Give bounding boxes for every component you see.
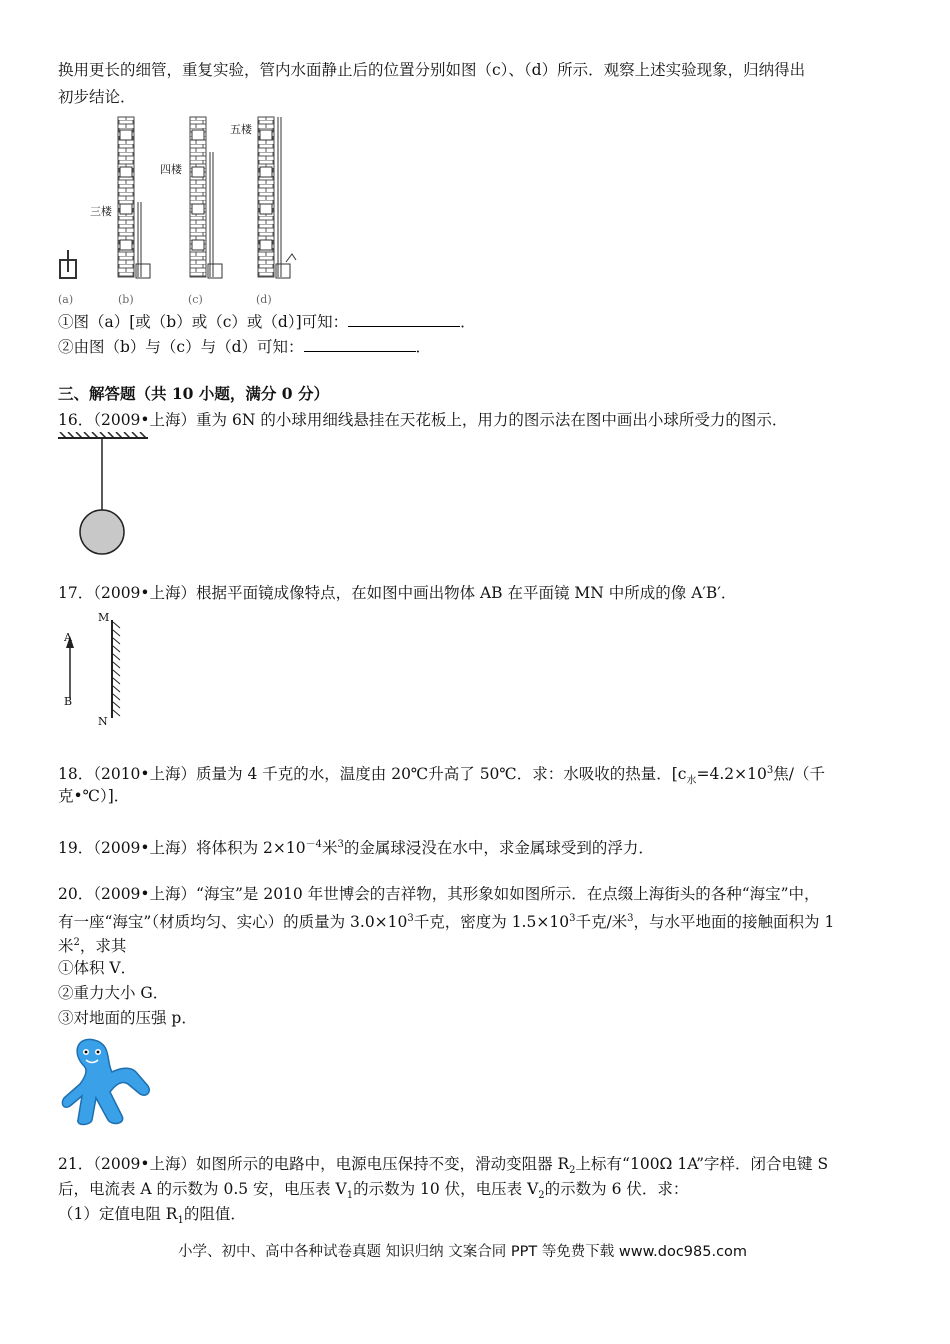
figure-label-b: (b) xyxy=(118,293,134,306)
label-n: N xyxy=(98,715,108,728)
q18-line-2: 克•℃）]． xyxy=(58,787,130,805)
q20-item-3: ③对地面的压强 p． xyxy=(58,1009,197,1027)
figure-label-d: (d) xyxy=(256,293,272,306)
q20-item-1: ①体积 V． xyxy=(58,959,137,977)
intro-line-1: 换用更长的细管，重复实验，管内水面静止后的位置分别如图（c）、（d）所示．观察上述实验现象，归纳得出 xyxy=(58,61,806,79)
floor-3-label: 三楼 xyxy=(90,205,112,218)
q20-item-2: ②重力大小 G． xyxy=(58,984,169,1002)
q18-line-1: 18．（2010•上海）质量为 4 千克的水，温度由 20℃升高了 50℃．求：水吸收的热量．[$c_水=4.2\times 10^3$焦/（千 xyxy=(58,765,825,787)
q21-line-3: （1）定值电阻 $R_1$的阻值． xyxy=(58,1205,246,1227)
figure-label-c: (c) xyxy=(188,293,203,306)
q15-part-2: ②由图（b）与（c）与（d）可知： ． xyxy=(58,338,432,356)
footer-text: 小学、初中、高中各种试卷真题 知识归纳 文案合同 PPT 等免费下载 www.doc985.com xyxy=(178,1244,748,1260)
figure-label-a: (a) xyxy=(58,293,74,306)
label-a: A xyxy=(64,631,72,644)
floor-5-label: 五楼 xyxy=(230,123,252,136)
q21-line-1: 21．（2009•上海）如图所示的电路中，电源电压保持不变，滑动变阻器 $R_2$上标有“100Ω 1A”字样．闭合电键 S xyxy=(58,1155,829,1177)
section-heading: 三、解答题（共 10 小题，满分 0 分） xyxy=(58,384,329,403)
q20-line-1: 20．（2009•上海）“海宝”是 2010 年世博会的吉祥物，其形象如如图所示．在点缀上海街头的各种“海宝”中， xyxy=(58,885,820,903)
q21-line-2: 后，电流表 A 的示数为 0.5 安，电压表 $V_1$的示数为 10 伏，电压表 $V_2$的示数为 6 伏．求： xyxy=(58,1180,689,1202)
haibao-mascot-image xyxy=(56,1032,156,1128)
floor-4-label: 四楼 xyxy=(160,163,182,176)
label-b: B xyxy=(64,695,73,708)
hanging-ball-figure xyxy=(56,432,156,557)
label-m: M xyxy=(98,611,110,624)
q20-line-3: 米$^2$，求其 xyxy=(58,937,127,956)
q20-line-2: 有一座“海宝”（材质均匀、实心）的质量为 $3.0\times 10^3$千克，密度为 $1.5\times 10^3$千克/米$^3$，与水平地面的接触面积为 1 xyxy=(58,913,835,932)
q15-part-1: ①图（a）[或（b）或（c）或（d）]可知： ． xyxy=(58,313,476,331)
intro-line-2: 初步结论． xyxy=(58,88,136,106)
q16-text: 16．（2009•上海）重为 6N 的小球用细线悬挂在天花板上，用力的图示法在图中画出小球所受力的图示． xyxy=(58,411,788,429)
q17-text: 17．（2009•上海）根据平面镜成像特点，在如图中画出物体 AB 在平面镜 MN 中所成的像 A′B′． xyxy=(58,584,737,602)
q19-text: 19．（2009•上海）将体积为 $2\times 10^{-4}$米$^3$的金属球浸没在水中，求金属球受到的浮力． xyxy=(58,839,654,858)
